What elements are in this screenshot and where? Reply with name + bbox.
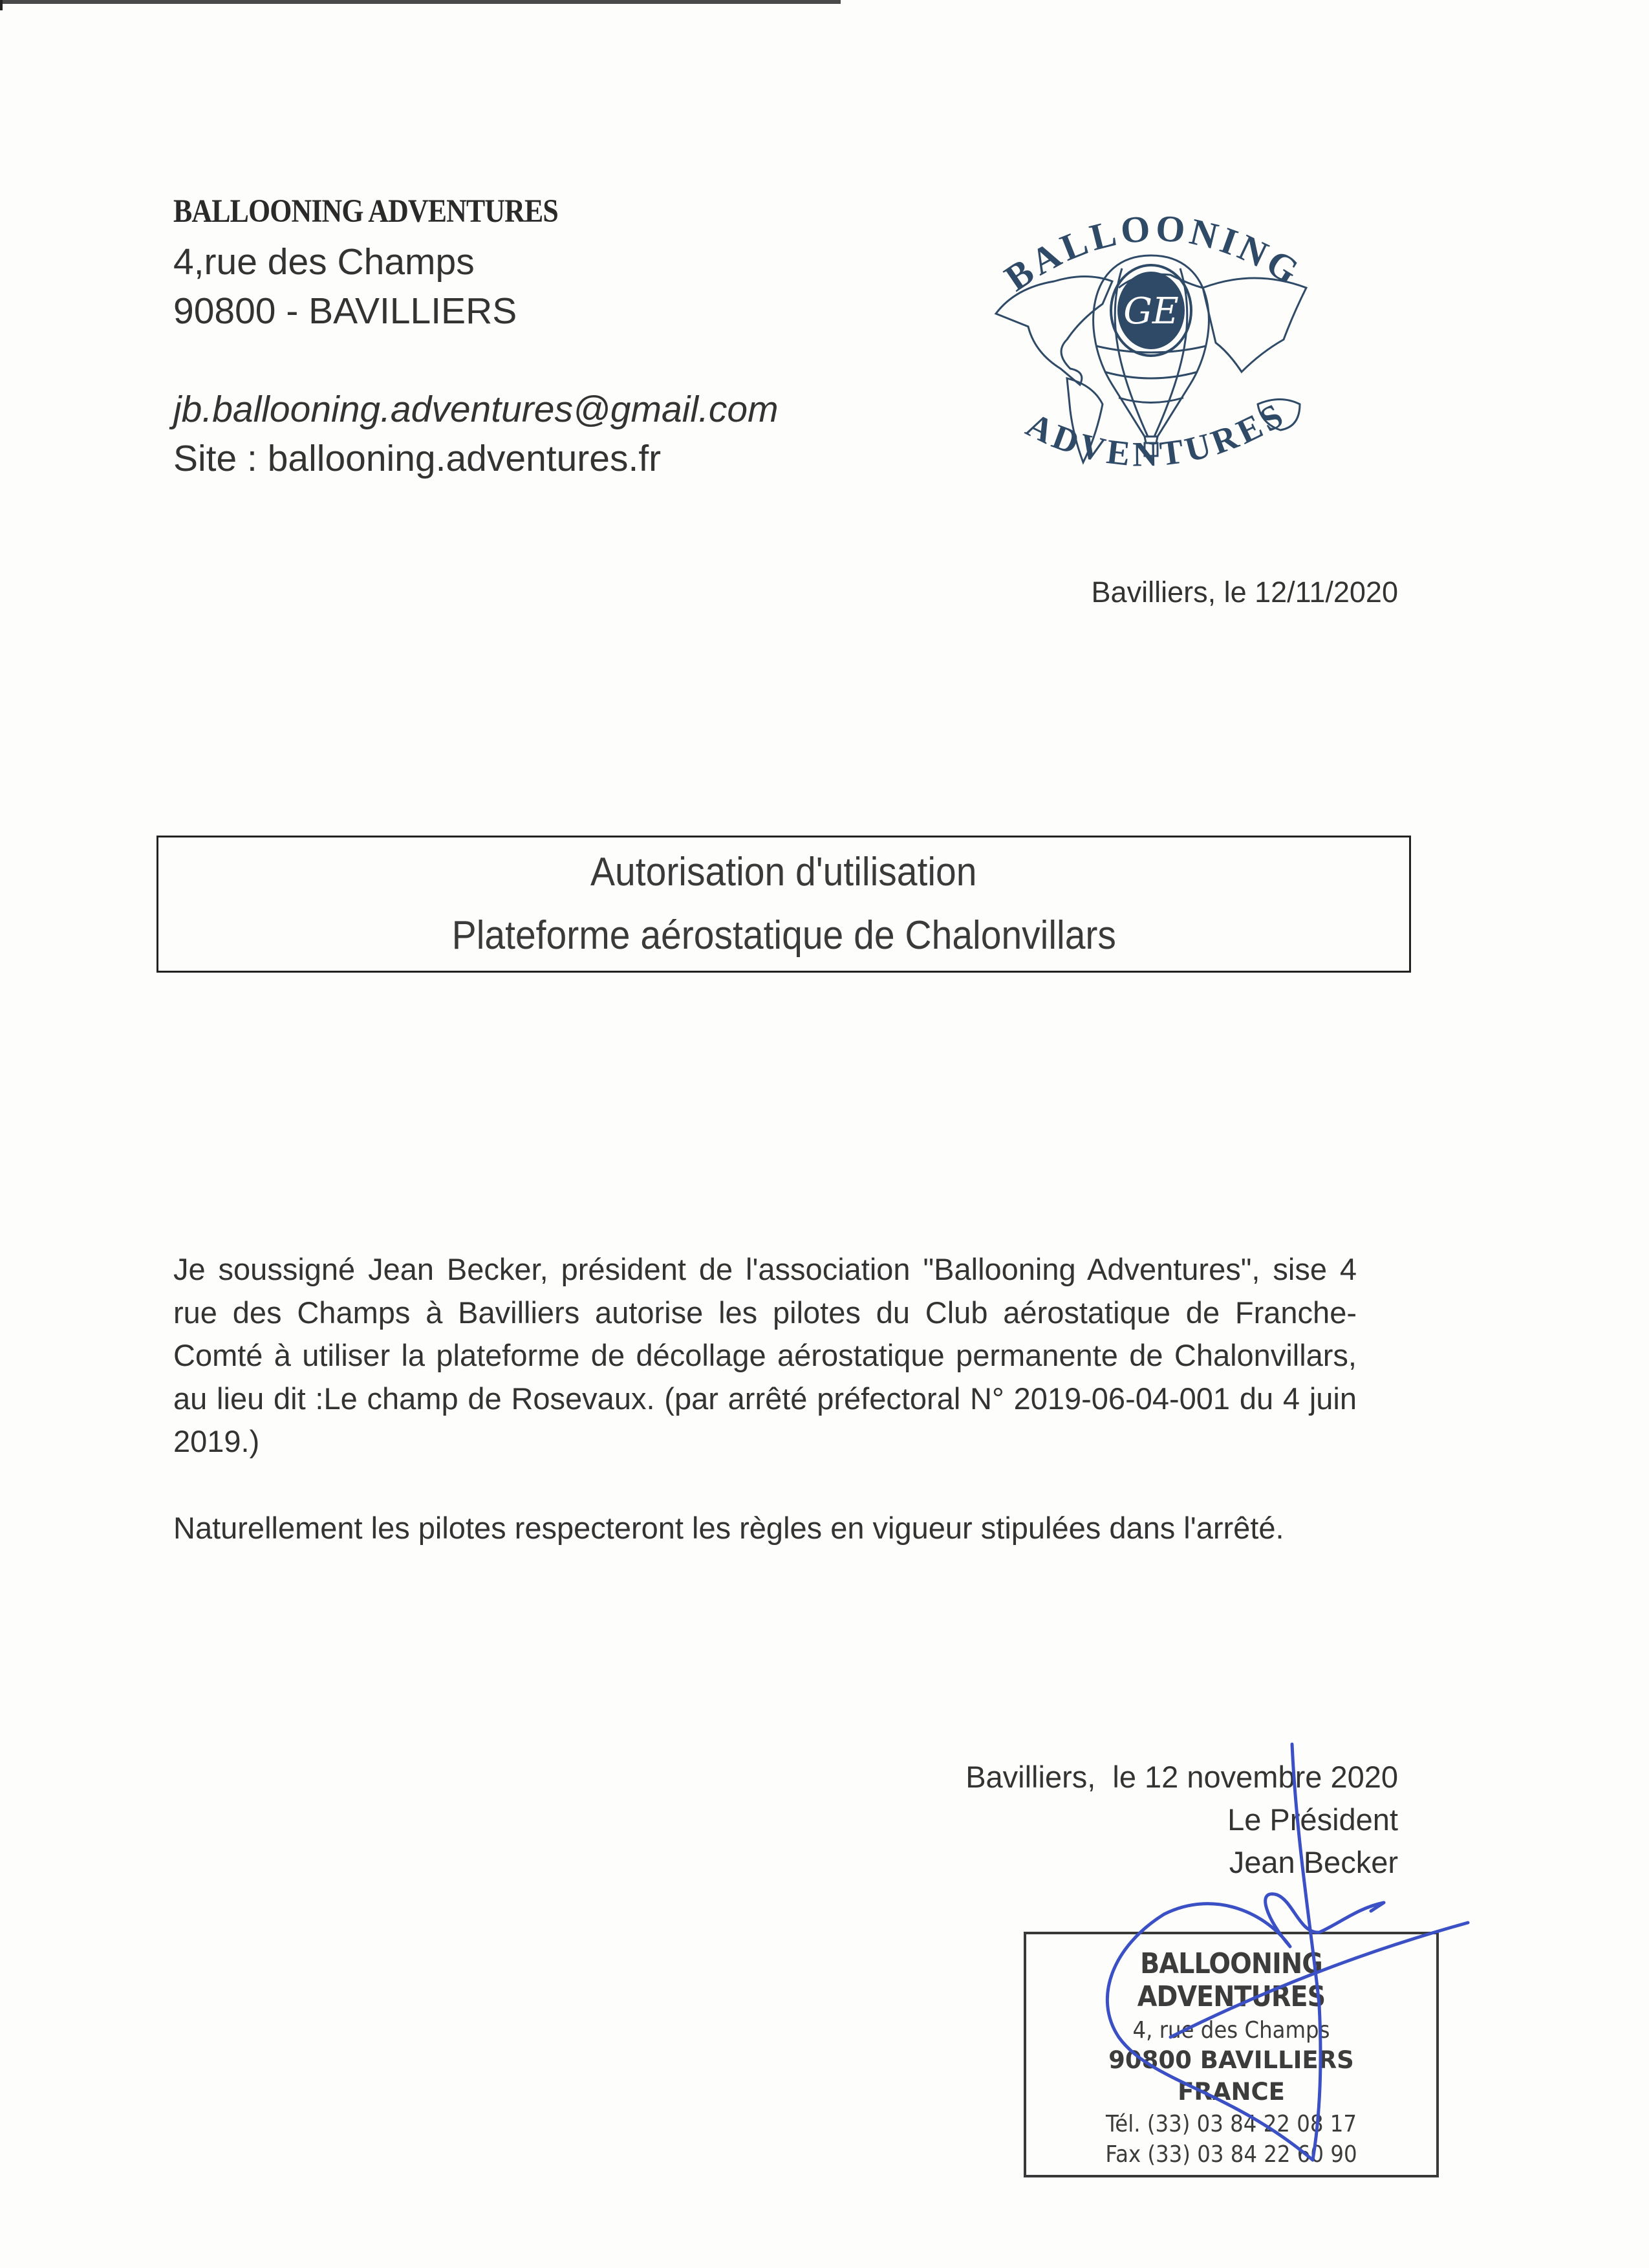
document-title: Autorisation d'utilisation [590, 850, 977, 894]
logo-bottom-text: ADVENTURES [1020, 394, 1293, 474]
stamp-company: BALLOONING ADVENTURES [1137, 1947, 1326, 2013]
letterhead-company: BALLOONING ADVENTURES [173, 193, 558, 230]
closing-name: Jean Becker [1229, 1845, 1398, 1879]
stamp-phone: Tél. (33) 03 84 22 08 17 [1106, 2111, 1357, 2137]
document-subtitle: Plateforme aérostatique de Chalonvillars [451, 913, 1116, 958]
closing-place-date: Bavilliers, le 12 novembre 2020 [965, 1760, 1398, 1794]
letter-body [173, 1248, 1357, 1550]
ge-monogram-icon [1111, 265, 1191, 356]
letterhead-city: 90800 - BAVILLIERS [173, 290, 517, 332]
svg-text:GE: GE [1123, 290, 1179, 332]
letterhead-address: 4,rue des Champs [173, 241, 475, 283]
ballooning-adventures-logo [957, 191, 1345, 495]
stamp-address: 4, rue des Champs [1132, 2017, 1330, 2044]
closing-block [965, 1756, 1398, 1884]
document-title-box [156, 836, 1411, 973]
body-paragraph-rules: Naturellement les pilotes respecteront les règles en vigueur stipulées dans l'arrêté. [173, 1510, 1284, 1545]
letterhead-site: Site : ballooning.adventures.fr [173, 438, 662, 479]
stamp-fax: Fax (33) 03 84 22 60 90 [1105, 2141, 1357, 2168]
company-stamp [1024, 1932, 1439, 2177]
stamp-country: FRANCE [1178, 2078, 1285, 2106]
document-date: Bavilliers, le 12/11/2020 [1091, 576, 1398, 609]
scan-edge-corner [0, 0, 3, 10]
stamp-city: 90800 BAVILLIERS [1108, 2046, 1354, 2074]
letterhead-email: jb.ballooning.adventures@gmail.com [173, 389, 779, 430]
body-paragraph-authorization: Je soussigné Jean Becker, président de l'association "Ballooning Adventures", sise 4 rue des Champs à Bavilliers autorise les pilotes du Club aérostatique de Franche-Comté à utiliser la plateforme de décollage aérostatique permanente de Chalonvillars, au lieu dit :Le champ de Rosevaux. (par arrêté préfectoral N° 2019-06-04-001 du 4 juin 2019.) [173, 1252, 1357, 1458]
scan-edge [0, 0, 841, 4]
closing-role: Le Président [1227, 1802, 1398, 1837]
logo-top-text: BALLOONING [997, 206, 1310, 299]
